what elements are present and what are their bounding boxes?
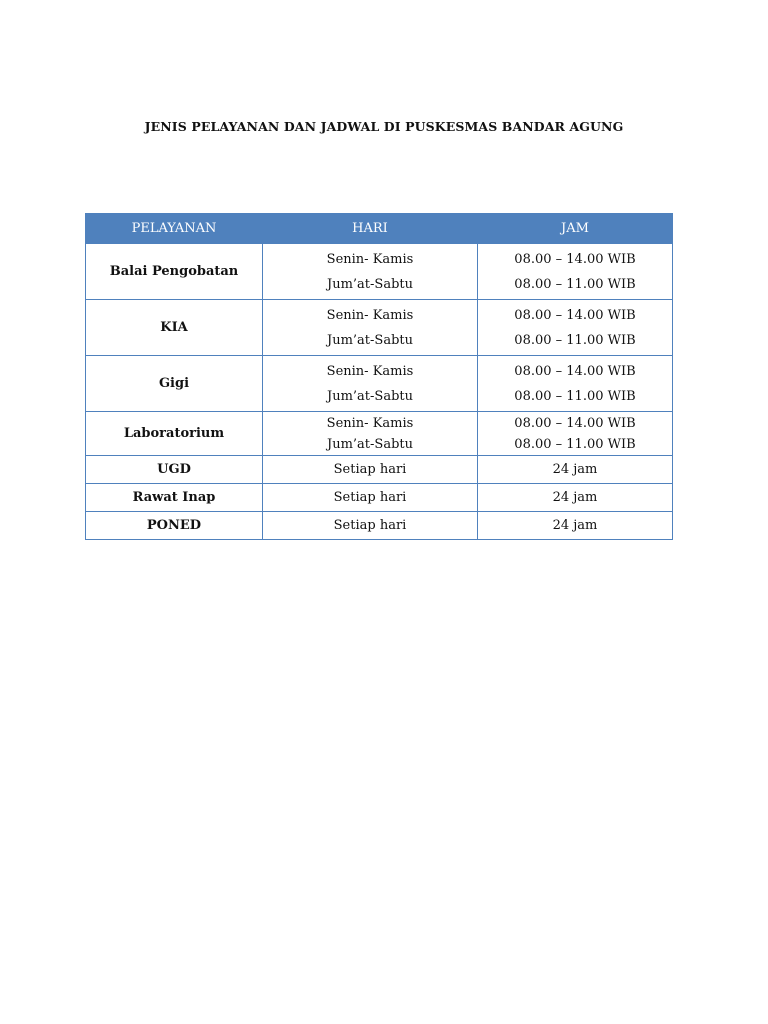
table-row — [86, 412, 673, 456]
days-line: Senin- Kamis — [326, 363, 414, 379]
hours-line: 08.00 – 14.00 WIB — [514, 307, 636, 323]
days-cell: Setiap hari — [263, 456, 478, 484]
days-cell: Setiap hari — [263, 512, 478, 540]
service-cell: KIA — [86, 300, 263, 356]
hours-cell: 24 jam — [478, 512, 673, 540]
days-line: Senin- Kamis — [326, 251, 414, 267]
page-title: JENIS PELAYANAN DAN JADWAL DI PUSKESMAS BANDAR AGUNG — [144, 119, 624, 134]
schedule-table — [85, 213, 673, 540]
hours-cell: 24 jam — [478, 484, 673, 512]
service-cell: PONED — [86, 512, 263, 540]
service-cell: Laboratorium — [86, 412, 263, 456]
days-cell — [263, 300, 478, 356]
days-line: Jum’at-Sabtu — [327, 332, 413, 348]
days-line: Senin- Kamis — [326, 415, 414, 431]
hours-line: 08.00 – 14.00 WIB — [514, 415, 636, 431]
table-row — [86, 244, 673, 300]
days-line: Jum’at-Sabtu — [327, 276, 413, 292]
days-cell — [263, 412, 478, 456]
hours-line: 08.00 – 14.00 WIB — [514, 251, 636, 267]
header-pelayanan: PELAYANAN — [86, 214, 263, 244]
table-row — [86, 300, 673, 356]
days-line: Jum’at-Sabtu — [327, 388, 413, 404]
header-hari: HARI — [263, 214, 478, 244]
hours-cell — [478, 244, 673, 300]
header-jam: JAM — [478, 214, 673, 244]
service-cell: Balai Pengobatan — [86, 244, 263, 300]
days-cell — [263, 244, 478, 300]
service-cell: UGD — [86, 456, 263, 484]
hours-cell — [478, 412, 673, 456]
hours-line: 08.00 – 11.00 WIB — [514, 436, 636, 452]
days-cell — [263, 356, 478, 412]
days-cell: Setiap hari — [263, 484, 478, 512]
table-row — [86, 484, 673, 512]
service-cell: Gigi — [86, 356, 263, 412]
table-row — [86, 512, 673, 540]
service-cell: Rawat Inap — [86, 484, 263, 512]
days-line: Senin- Kamis — [326, 307, 414, 323]
table-row — [86, 356, 673, 412]
table-header-row — [86, 214, 673, 244]
days-line: Jum’at-Sabtu — [327, 436, 413, 452]
hours-cell — [478, 356, 673, 412]
hours-cell: 24 jam — [478, 456, 673, 484]
hours-line: 08.00 – 14.00 WIB — [514, 363, 636, 379]
hours-line: 08.00 – 11.00 WIB — [514, 388, 636, 404]
hours-line: 08.00 – 11.00 WIB — [514, 332, 636, 348]
hours-cell — [478, 300, 673, 356]
hours-line: 08.00 – 11.00 WIB — [514, 276, 636, 292]
table-row — [86, 456, 673, 484]
